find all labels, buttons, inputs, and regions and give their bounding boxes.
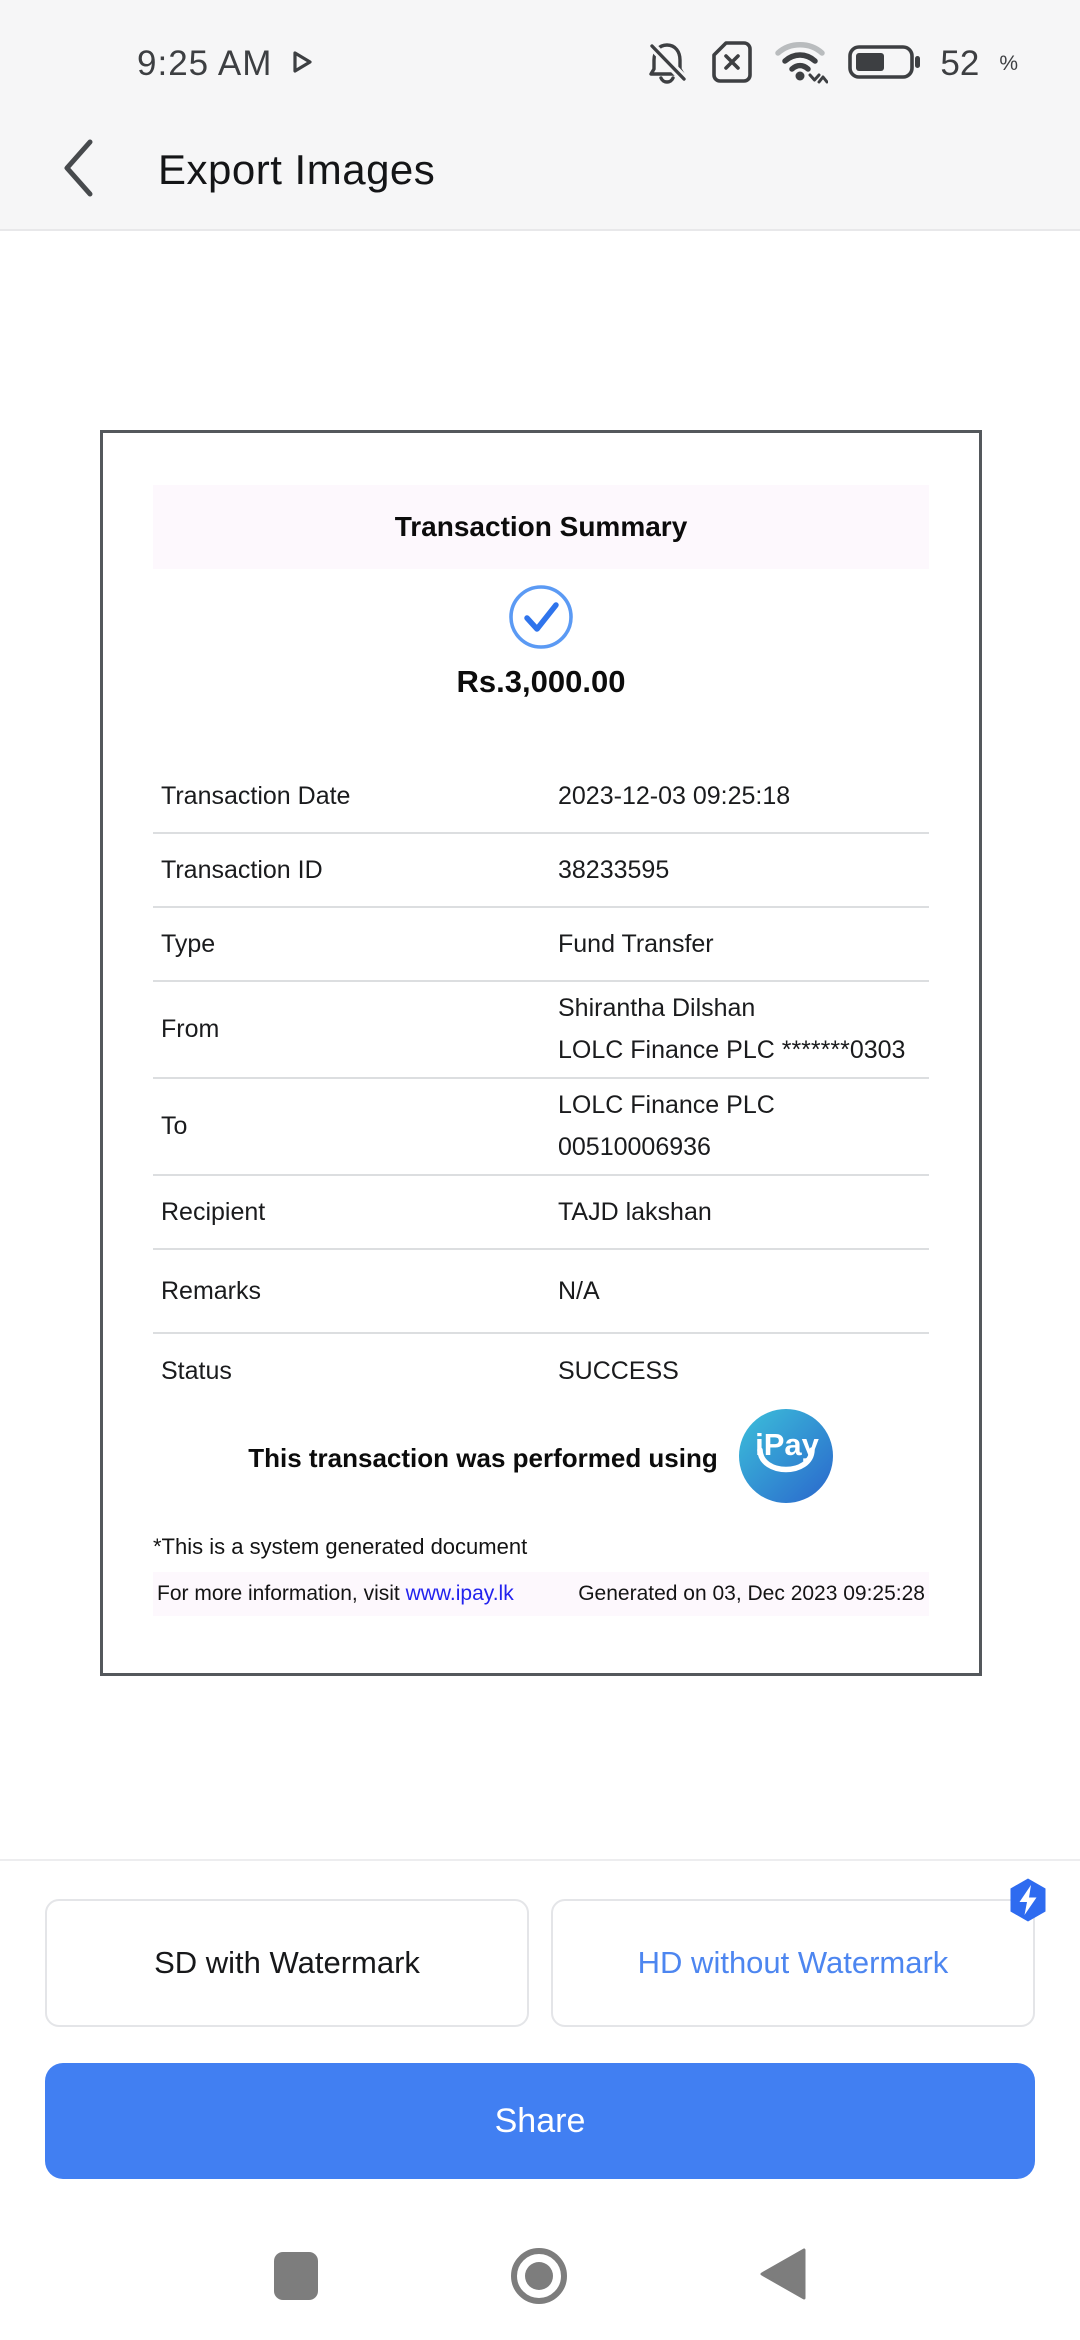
- receipt-title-banner: [153, 485, 929, 569]
- table-row: Type Fund Transfer: [153, 908, 929, 982]
- page-title: Export Images: [158, 146, 436, 193]
- nav-recents-button[interactable]: [274, 2252, 318, 2300]
- table-row: Transaction ID 38233595: [153, 834, 929, 908]
- table-row: To LOLC Finance PLC 00510006936: [153, 1079, 929, 1176]
- wifi-icon: [774, 38, 828, 91]
- info-band: [153, 1572, 929, 1616]
- share-button[interactable]: Share: [45, 2063, 1035, 2179]
- ipay-website-link[interactable]: www.ipay.lk: [405, 1582, 514, 1605]
- nav-home-button[interactable]: [511, 2248, 567, 2304]
- sim-error-icon: [710, 38, 754, 91]
- notifications-off-icon: [644, 38, 690, 91]
- performed-using-text: This transaction was performed using: [248, 1442, 718, 1473]
- back-button[interactable]: [56, 138, 100, 202]
- more-info-text: For more information, visit www.ipay.lk: [157, 1582, 514, 1605]
- back-chevron-icon: [60, 137, 96, 204]
- table-row: From Shirantha Dilshan LOLC Finance PLC *******0303: [153, 982, 929, 1079]
- battery-icon: [848, 45, 920, 84]
- battery-percent-text: 52: [940, 44, 980, 83]
- nav-recents-square-icon: [274, 2252, 318, 2300]
- status-bar: [0, 26, 1080, 102]
- receipt-title: Transaction Summary: [394, 511, 688, 542]
- bolt-hexagon-icon: [1007, 1877, 1049, 1931]
- ipay-logo: [738, 1408, 834, 1509]
- table-row: Recipient TAJD lakshan: [153, 1176, 929, 1250]
- android-navigation-bar: [0, 2212, 1080, 2340]
- clock-text: 9:25 AM: [137, 44, 273, 83]
- table-row: Transaction Date 2023-12-03 09:25:18: [153, 760, 929, 834]
- system-generated-note: *This is a system generated document: [153, 1534, 528, 1559]
- top-header-area: [0, 0, 1080, 231]
- percent-sign: %: [999, 52, 1018, 75]
- hd-without-watermark-button[interactable]: HD without Watermark: [551, 1899, 1035, 2027]
- receipt-table: [153, 760, 929, 1408]
- play-icon: [290, 49, 314, 80]
- app-header: [0, 122, 1080, 218]
- table-row: Status SUCCESS: [161, 1356, 679, 1385]
- nav-back-button[interactable]: [760, 2248, 806, 2305]
- nav-home-circle-icon: [511, 2248, 567, 2304]
- nav-back-triangle-icon: [760, 2287, 806, 2304]
- success-check-icon: [507, 583, 575, 656]
- transaction-receipt-card: [100, 430, 982, 1676]
- performed-using-row: [153, 1410, 929, 1506]
- transaction-amount: Rs.3,000.00: [456, 664, 626, 699]
- table-row: Remarks N/A: [153, 1250, 929, 1334]
- export-options-sheet: [0, 1859, 1080, 2179]
- svg-text:iPay: iPay: [754, 1426, 819, 1462]
- sd-with-watermark-button[interactable]: SD with Watermark: [45, 1899, 529, 2027]
- generated-timestamp: Generated on 03, Dec 2023 09:25:28: [578, 1582, 925, 1605]
